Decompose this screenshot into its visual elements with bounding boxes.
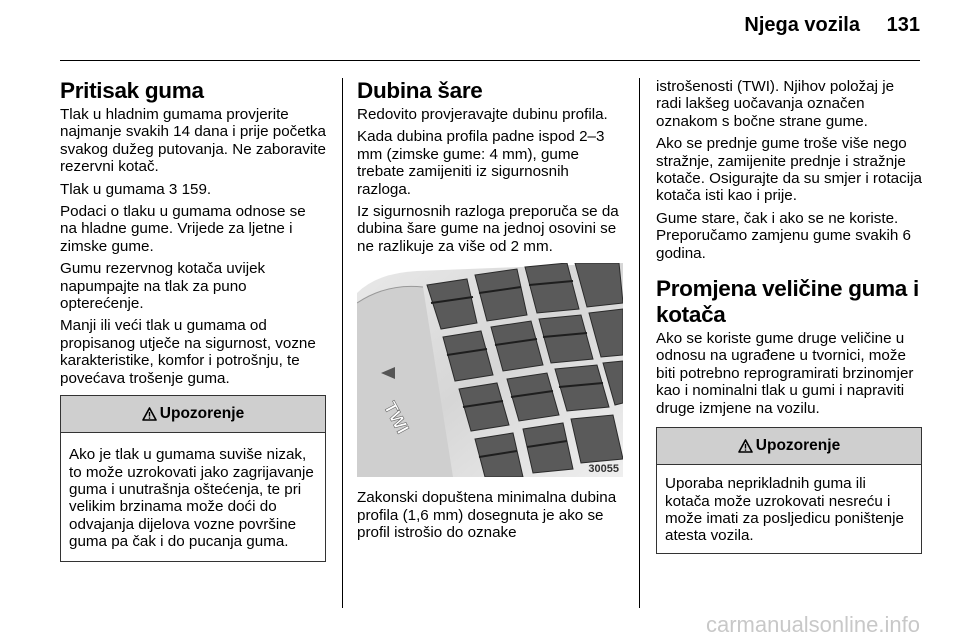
page-header: [0, 0, 960, 62]
column-tread-depth: [357, 78, 623, 546]
warning-text: Uporaba neprikladnih guma ili kotača može uzrokovati nesreću i može imati za posljedicu poništenje atesta vozila.: [665, 475, 904, 545]
figure-number: 30055: [588, 463, 619, 476]
warning-text: Ako je tlak u gumama suviše nizak, to može uzrokovati jako zagrijavanje guma i unutrašnja oštećenja, te pri velikim brzinama može doći do odvajanja dijelova vozne površine guma pa čak i do pucanja guma.: [69, 446, 314, 551]
warning-body: [657, 465, 921, 553]
warning-triangle-icon: [142, 407, 157, 421]
warning-box: [656, 427, 922, 554]
section-heading-tire-pressure: Pritisak guma: [60, 78, 204, 103]
paragraph: Ako se prednje gume troše više nego stražnje, zamijenite prednje i stražnje kotače. Osigurajte da su smjer i rotacija kotača isti kao i prije.: [656, 135, 922, 205]
paragraph: Zakonski dopuštena minimalna dubina profila (1,6 mm) dosegnuta je ako se profil istrošio do oznake: [357, 489, 617, 542]
header-divider: [60, 60, 920, 61]
watermark: carmanualsonline.info: [705, 612, 920, 637]
paragraph: Redovito provjeravajte dubinu profila.: [357, 106, 608, 123]
paragraph: Gumu rezervnog kotača uvijek napumpajte na tlak za puno opterećenje.: [60, 260, 266, 313]
paragraph-reference: Tlak u gumama 3 159.: [60, 180, 212, 198]
paragraph: Manji ili veći tlak u gumama od propisanog utječe na sigurnost, vozne karakteristike, komfor i potrošnju, te povećava trošenje guma.: [60, 317, 316, 387]
paragraph: Iz sigurnosnih razloga preporuča se da dubina šare gume na jednoj osovini se ne razlikuje za više od 2 mm.: [357, 203, 619, 255]
page-number: 131: [886, 14, 920, 36]
paragraph: Tlak u hladnim gumama provjerite najmanje svakih 14 dana i prije početka svakog dužeg putovanja. Ne zaboravite rezervni kotač.: [60, 106, 326, 176]
warning-header: [657, 428, 921, 465]
warning-body: [61, 433, 325, 560]
warning-title: Upozorenje: [755, 437, 841, 455]
paragraph: istrošenosti (TWI). Njihov položaj je radi lakšeg uočavanja označen oznakom s bočne strane gume.: [656, 78, 895, 130]
warning-box: [60, 395, 326, 561]
column-tire-size-change: [656, 78, 922, 554]
column-tire-pressure: [60, 78, 326, 562]
paragraph: Ako se koriste gume druge veličine u odnosu na ugrađene u tvornici, može biti potrebno reprogramirati brzinomjer kao i nominalni tlak u gumi i napraviti druge izmjene na vozilu.: [656, 330, 914, 417]
chapter-title: Njega vozila: [744, 14, 860, 36]
column-divider-left: [342, 78, 343, 608]
warning-title: Upozorenje: [159, 405, 245, 423]
section-heading-size-change: Promjena veličine guma i kotača: [656, 276, 919, 328]
warning-triangle-icon: [738, 439, 753, 453]
reference-link[interactable]: 159.: [177, 180, 212, 198]
twi-label: TWI: [379, 398, 413, 438]
paragraph: Podaci o tlaku u gumama odnose se na hladne gume. Vrijede za ljetne i zimske gume.: [60, 203, 306, 255]
column-divider-right: [639, 78, 640, 608]
warning-header: [61, 396, 325, 433]
section-heading-tread-depth: Dubina šare: [357, 78, 483, 103]
paragraph: Kada dubina profila padne ispod 2–3 mm (zimske gume: 4 mm), gume trebate zamijeniti iz sigurnosnih razloga.: [357, 128, 605, 198]
tire-tread-illustration: [357, 263, 623, 477]
tire-tread-figure: [357, 263, 623, 477]
reference-arrow-icon: 3: [168, 180, 178, 198]
paragraph: Gume stare, čak i ako se ne koriste. Preporučamo zamjenu gume svakih 6 godina.: [656, 209, 911, 262]
